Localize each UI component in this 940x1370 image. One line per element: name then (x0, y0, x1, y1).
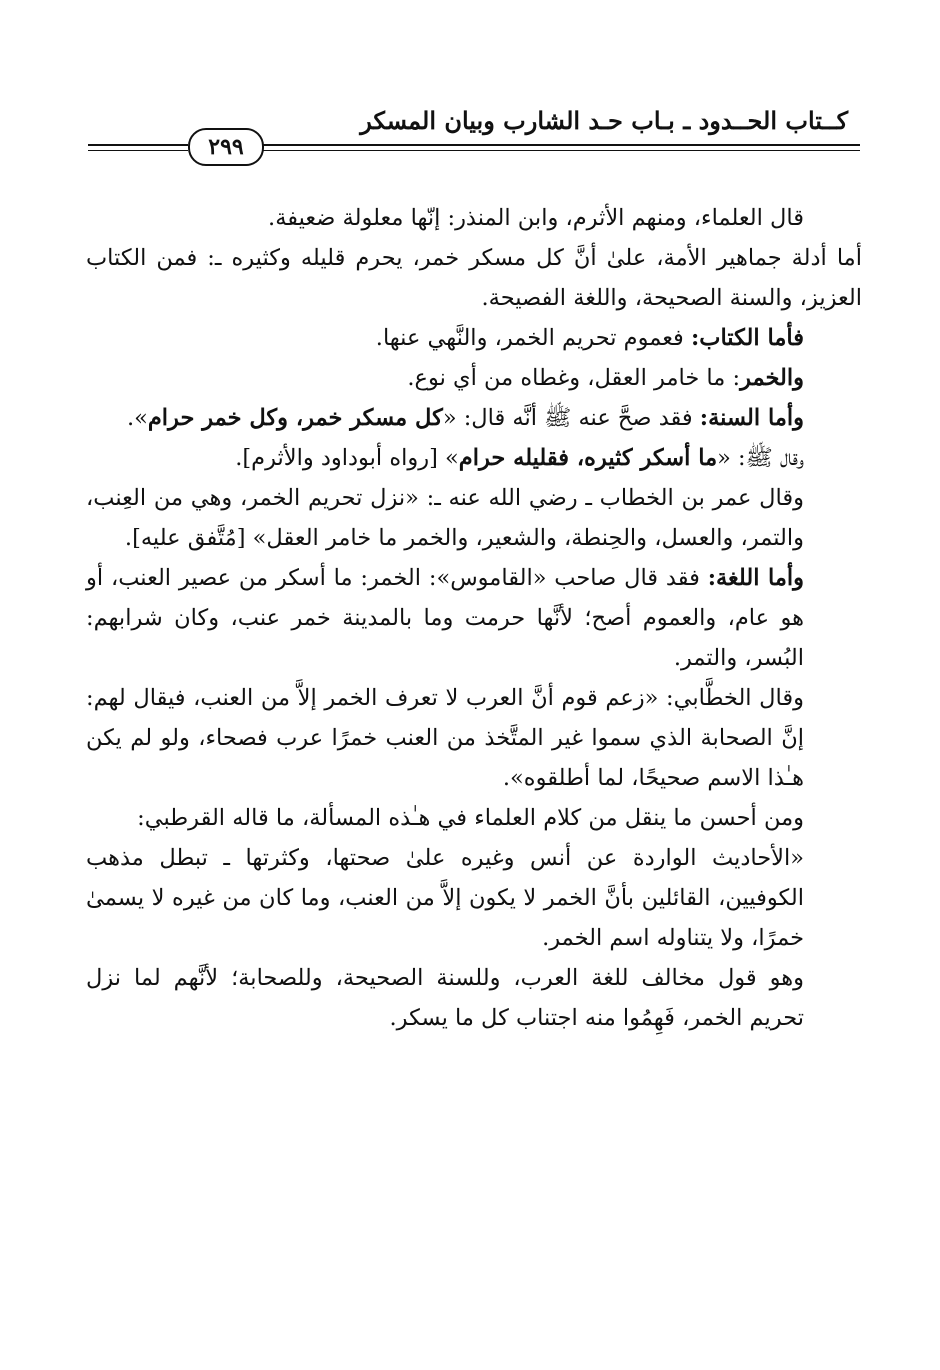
body-text (86, 198, 862, 1038)
text-run: وقال ﷺ: « (717, 445, 804, 471)
paragraph (86, 838, 862, 958)
paragraph (86, 798, 862, 838)
paragraph (86, 238, 862, 318)
paragraph (86, 358, 862, 398)
paragraph (86, 678, 862, 798)
bold-text: فأما الكتاب: (690, 325, 804, 351)
text-run: فعموم تحريم الخمر، والنَّهي عنها. (375, 325, 691, 351)
paragraph (86, 558, 862, 678)
text-run: قال العلماء، ومنهم الأثرم، وابن المنذر: إنّها معلولة ضعيفة. (268, 205, 804, 231)
header-rule-left-thin (88, 150, 188, 151)
text-run: ومن أحسن ما ينقل من كلام العلماء في هـٰذه المسألة، ما قاله القرطبي: (137, 805, 804, 831)
paragraph (86, 438, 862, 478)
header-rule-right (260, 144, 860, 146)
paragraph (86, 398, 862, 438)
text-run: : ما خامر العقل، وغطاه من أي نوع. (407, 365, 741, 391)
paragraph (86, 478, 862, 558)
text-run: «الأحاديث الواردة عن أنس وغيره علىٰ صحتها، وكثرتها ـ تبطل مذهب الكوفيين، القائلين بأنَّ الخمر لا يكون إلاَّ من العنب، وما كان من غيره لا يسمىٰ خمرًا، ولا يتناوله اسم الخمر. (86, 845, 804, 951)
text-run: أما أدلة جماهير الأمة، علىٰ أنَّ كل مسكر خمر، يحرم قليله وكثيره ـ: فمن الكتاب العزيز، والسنة الصحيحة، واللغة الفصيحة. (86, 245, 862, 311)
text-run: وقال عمر بن الخطاب ـ رضي الله عنه ـ: «نزل تحريم الخمر، وهي من العِنب، والتمر، والعسل، والحِنطة، والشعير، والخمر ما خامر العقل» [مُتَّفق عليه]. (86, 485, 804, 551)
running-header-title: كــتاب الحــدود ـ بـاب حـد الشارب وبيان المسكر (360, 106, 848, 135)
header-rule-right-thin (260, 150, 860, 151)
page-number: ٢٩٩ (188, 128, 264, 166)
text-run: » [رواه أبوداود والأثرم]. (235, 445, 459, 471)
paragraph (86, 198, 862, 238)
text-run: وهو قول مخالف للغة العرب، وللسنة الصحيحة، وللصحابة؛ لأنَّهم لما نزل تحريم الخمر، فَهِمُوا منه اجتناب كل ما يسكر. (86, 965, 804, 1031)
text-run: فقد صحَّ عنه ﷺ أنَّه قال: « (442, 405, 700, 431)
header-rule-left (88, 144, 188, 146)
bold-text: ما أسكر كثيره، فقليله حرام (458, 445, 718, 471)
text-run: فقد قال صاحب «القاموس»: الخمر: ما أسكر من عصير العنب، أو هو عام، والعموم أصح؛ لأنَّها حرمت وما بالمدينة خمر عنب، وكان شرابهم: البُسر، والتمر. (86, 565, 804, 671)
paragraph (86, 318, 862, 358)
bold-text: وأما السنة: (699, 405, 804, 431)
bold-text: وأما اللغة: (707, 565, 805, 591)
paragraph (86, 958, 862, 1038)
bold-text: والخمر (740, 365, 804, 391)
text-run: ». (126, 405, 148, 431)
text-run: وقال الخطَّابي: «زعم قوم أنَّ العرب لا تعرف الخمر إلاَّ من العنب، فيقال لهم: إنَّ الصحابة الذي سموا غير المتَّخذ من العنب خمرًا عرب فصحاء، ولو لم يكن هـٰذا الاسم صحيحًا، لما أطلقوه». (86, 685, 804, 791)
bold-text: كل مسكر خمر، وكل خمر حرام (147, 405, 443, 431)
